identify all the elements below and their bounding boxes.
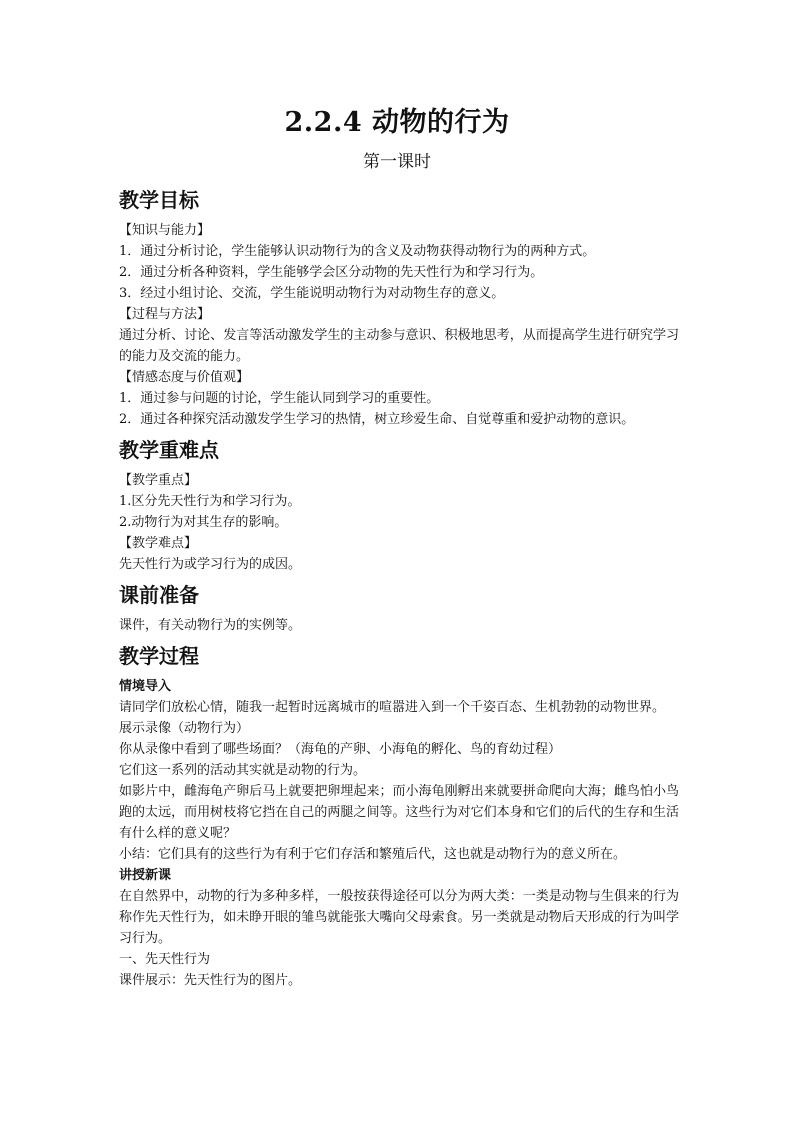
prep-text: 课件，有关动物行为的实例等。	[119, 618, 302, 633]
key-item: 1.区分先天性行为和学习行为。	[119, 494, 301, 509]
goals-knowledge-item: 1．通过分析讨论，学生能够认识动物行为的含义及动物获得动物行为的两种方式。	[119, 244, 596, 259]
section1-heading: 一、先天性行为	[119, 952, 211, 967]
section-heading-process: 教学过程	[119, 644, 199, 668]
goals-attitude-item: 1．通过参与问题的讨论，学生能认同到学习的重要性。	[119, 391, 440, 406]
key-label: 【教学重点】	[119, 473, 198, 488]
intro-text: 请同学们放松心情，随我一起暂时远离城市的喧嚣进入到一个千姿百态、生机勃勃的动物世界。	[119, 700, 666, 715]
goals-attitude-label: 【情感态度与价值观】	[119, 370, 250, 385]
document-body	[119, 186, 679, 991]
goals-knowledge-label: 【知识与能力】	[119, 223, 211, 238]
goals-knowledge-item: 3．经过小组讨论、交流，学生能说明动物行为对动物生存的意义。	[119, 286, 505, 301]
series-text: 它们这一系列的活动其实就是动物的行为。	[119, 763, 367, 778]
new-lesson-text: 在自然界中，动物的行为多种多样，一般按获得途径可以分为两大类：一类是动物与生俱来的行为称作先天性行为，如未睁开眼的雏鸟就能张大嘴向父母索食。另一类就是动物后天形成的行为叫学习行为。	[119, 889, 679, 946]
section-heading-keypoints: 教学重难点	[119, 438, 219, 462]
page-subtitle: 第一课时	[363, 152, 431, 172]
difficulty-text: 先天性行为或学习行为的成因。	[119, 557, 302, 572]
show-text: 课件展示：先天性行为的图片。	[119, 973, 302, 988]
difficulty-label: 【教学难点】	[119, 536, 198, 551]
summary-text: 小结：它们具有的这些行为有利于它们存活和繁殖后代，这也就是动物行为的意义所在。	[119, 847, 627, 862]
goals-process-text: 通过分析、讨论、发言等活动激发学生的主动参与意识、积极地思考，从而提高学生进行研究学习的能力及交流的能力。	[119, 328, 679, 364]
goals-process-label: 【过程与方法】	[119, 307, 211, 322]
goals-attitude-item: 2．通过各种探究活动激发学生学习的热情，树立珍爱生命、自觉尊重和爱护动物的意识。	[119, 412, 635, 427]
example-text: 如影片中，雌海龟产卵后马上就要把卵埋起来；而小海龟刚孵出来就要拼命爬向大海；雌鸟怕小鸟跑的太远，而用树枝将它挡在自己的两腿之间等。这些行为对它们本身和它们的后代的生存和生活有什么样的意义呢？	[119, 784, 679, 841]
section-heading-prep: 课前准备	[119, 583, 199, 607]
question-text: 你从录像中看到了哪些场面？（海龟的产卵、小海龟的孵化、鸟的育幼过程）	[119, 742, 562, 757]
video-text: 展示录像（动物行为）	[119, 721, 250, 736]
section-heading-goals: 教学目标	[119, 188, 199, 212]
intro-label: 情境导入	[119, 679, 172, 694]
page-title: 2.2.4 动物的行为	[284, 107, 510, 138]
key-item: 2.动物行为对其生存的影响。	[119, 515, 288, 530]
goals-knowledge-item: 2．通过分析各种资料，学生能够学会区分动物的先天性行为和学习行为。	[119, 265, 544, 280]
new-lesson-label: 讲授新课	[119, 868, 172, 883]
